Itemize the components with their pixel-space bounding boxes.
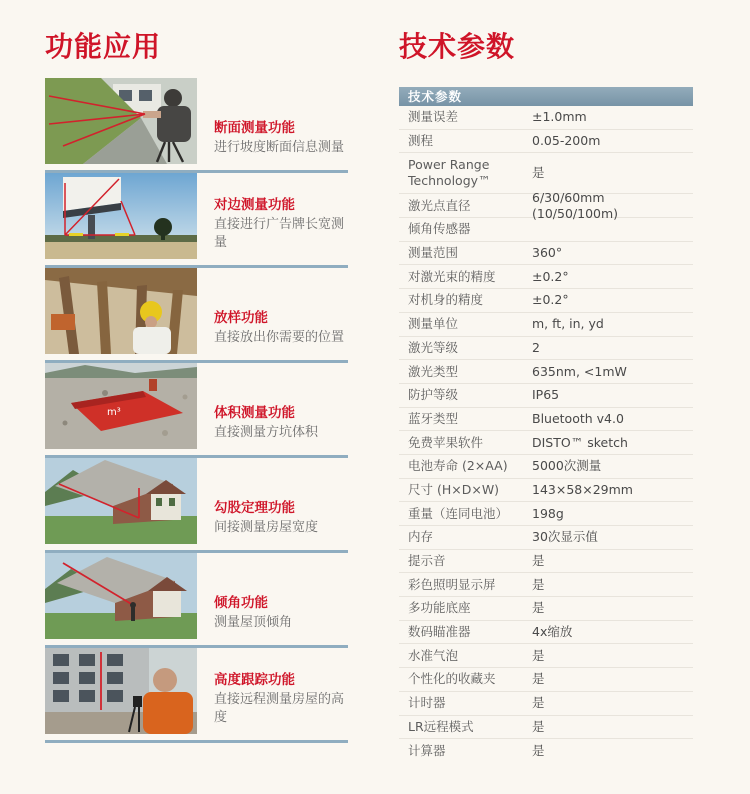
spec-label: 蓝牙类型: [408, 410, 459, 426]
spec-label: 激光等级: [408, 339, 459, 355]
feature-title: 高度跟踪功能: [214, 672, 295, 688]
feature-item-stakeout: [45, 268, 348, 363]
feature-text: [214, 173, 348, 259]
spec-value: 143×58×29mm: [532, 481, 633, 497]
spec-row: [399, 621, 693, 645]
spec-row: [399, 479, 693, 503]
spec-label: 防护等级: [408, 387, 459, 403]
spec-label: Power Range Technology™: [408, 157, 491, 189]
spec-row: [399, 106, 693, 130]
spec-value: 360°: [532, 245, 563, 261]
feature-title: 勾股定理功能: [214, 500, 295, 516]
feature-title: 放样功能: [214, 310, 268, 326]
specs-section-title: 技术参数: [399, 30, 516, 63]
features-list: [45, 78, 348, 743]
spec-value: 4x缩放: [532, 624, 573, 640]
spec-label: 免费苹果软件: [408, 434, 484, 450]
feature-title: 断面测量功能: [214, 120, 295, 136]
spec-label: 测量单位: [408, 316, 459, 332]
feature-title: 倾角功能: [214, 595, 268, 611]
spec-label: 对机身的精度: [408, 292, 484, 308]
spec-row: [399, 455, 693, 479]
spec-value: 是: [532, 553, 545, 569]
spec-row: [399, 130, 693, 154]
spec-label: 电池寿命 (2×AA): [408, 458, 508, 474]
feature-caption: 进行坡度断面信息测量: [214, 140, 345, 155]
feature-item-slope-profile: [45, 78, 348, 173]
spec-value: 6/30/60mm (10/50/100m): [532, 189, 619, 221]
spec-row: [399, 668, 693, 692]
features-section-title: 功能应用: [45, 30, 162, 63]
spec-value: 是: [532, 742, 545, 758]
spec-value: 2: [532, 339, 540, 355]
spec-row: [399, 408, 693, 432]
feature-caption: 直接测量方坑体积: [214, 425, 319, 440]
spec-row: [399, 431, 693, 455]
spec-row: [399, 313, 693, 337]
spec-value: ±0.2°: [532, 268, 569, 284]
feature-item-height-tracking: [45, 648, 348, 743]
incline-photo: [45, 553, 197, 639]
slope-profile-photo: [45, 78, 197, 164]
feature-item-volume: [45, 363, 348, 458]
spec-value: 30次显示值: [532, 529, 598, 545]
spec-label: 测量范围: [408, 245, 459, 261]
feature-caption: 直接进行广告牌长宽测量: [214, 217, 345, 250]
feature-text: [214, 363, 348, 449]
spec-label: 对激光束的精度: [408, 268, 496, 284]
spec-label: 个性化的收藏夹: [408, 671, 496, 687]
spec-label: 激光点直径: [408, 197, 471, 213]
volume-photo: [45, 363, 197, 449]
spec-value: 是: [532, 647, 545, 663]
feature-title: 体积测量功能: [214, 405, 295, 421]
spec-table: [399, 87, 693, 762]
spec-row: [399, 716, 693, 740]
spec-value: 是: [532, 718, 545, 734]
spec-row: [399, 384, 693, 408]
spec-row: [399, 526, 693, 550]
spec-row: [399, 360, 693, 384]
spec-label: 水准气泡: [408, 647, 459, 663]
feature-caption: 直接远程测量房屋的高度: [214, 692, 345, 725]
spec-row: [399, 573, 693, 597]
spec-value: ±0.2°: [532, 292, 569, 308]
spec-label: 激光类型: [408, 363, 459, 379]
spec-table-header: 技术参数: [399, 87, 693, 106]
spec-value: 198g: [532, 505, 564, 521]
feature-text: [214, 268, 348, 354]
spec-row: [399, 739, 693, 762]
pythagoras-photo: [45, 458, 197, 544]
svg-text:m³: m³: [107, 407, 121, 418]
features-column: [45, 30, 348, 743]
spec-value: 是: [532, 671, 545, 687]
spec-label: 测程: [408, 133, 434, 149]
feature-caption: 间接测量房屋宽度: [214, 520, 319, 535]
spec-value: 是: [532, 600, 545, 616]
feature-caption: 直接放出你需要的位置: [214, 330, 345, 345]
feature-caption: 测量屋顶倾角: [214, 615, 293, 630]
spec-row: [399, 502, 693, 526]
billboard-photo: [45, 173, 197, 259]
feature-item-billboard: [45, 173, 348, 268]
spec-label: 提示音: [408, 553, 446, 569]
stakeout-photo: [45, 268, 197, 354]
spec-row: [399, 153, 693, 194]
spec-value: 是: [532, 576, 545, 592]
spec-row: [399, 337, 693, 361]
height-tracking-photo: [45, 648, 197, 734]
spec-label: 测量误差: [408, 109, 459, 125]
spec-value: Bluetooth v4.0: [532, 410, 624, 426]
spec-label: 计算器: [408, 742, 446, 758]
spec-label: 多功能底座: [408, 600, 471, 616]
spec-label: 重量（连同电池）: [408, 505, 509, 521]
feature-text: [214, 458, 348, 544]
spec-label: 尺寸 (H×D×W): [408, 481, 500, 497]
spec-row: [399, 550, 693, 574]
spec-label: 倾角传感器: [408, 221, 471, 237]
feature-text: [214, 553, 348, 639]
spec-label: 内存: [408, 529, 434, 545]
spec-row: [399, 265, 693, 289]
specs-column: [399, 30, 693, 762]
spec-table-body: [399, 106, 693, 762]
feature-item-pythagoras: [45, 458, 348, 553]
spec-row: [399, 289, 693, 313]
spec-row: [399, 597, 693, 621]
feature-item-incline: [45, 553, 348, 648]
spec-value: 5000次测量: [532, 458, 602, 474]
spec-label: 彩色照明显示屏: [408, 576, 496, 592]
spec-value: 是: [532, 165, 545, 181]
spec-value: DISTO™ sketch: [532, 434, 628, 450]
spec-value: 是: [532, 695, 545, 711]
spec-row: [399, 644, 693, 668]
spec-label: 数码瞄准器: [408, 624, 471, 640]
spec-row: [399, 189, 693, 221]
spec-value: m, ft, in, yd: [532, 316, 604, 332]
spec-row: [399, 242, 693, 266]
spec-value: 0.05-200m: [532, 133, 601, 149]
feature-title: 对边测量功能: [214, 197, 295, 213]
spec-value: ±1.0mm: [532, 109, 587, 125]
spec-row: [399, 692, 693, 716]
feature-text: [214, 78, 348, 164]
spec-label: LR远程模式: [408, 718, 474, 734]
spec-value: 635nm, <1mW: [532, 363, 627, 379]
spec-label: 计时器: [408, 695, 446, 711]
spec-value: IP65: [532, 387, 560, 403]
feature-text: [214, 648, 348, 734]
